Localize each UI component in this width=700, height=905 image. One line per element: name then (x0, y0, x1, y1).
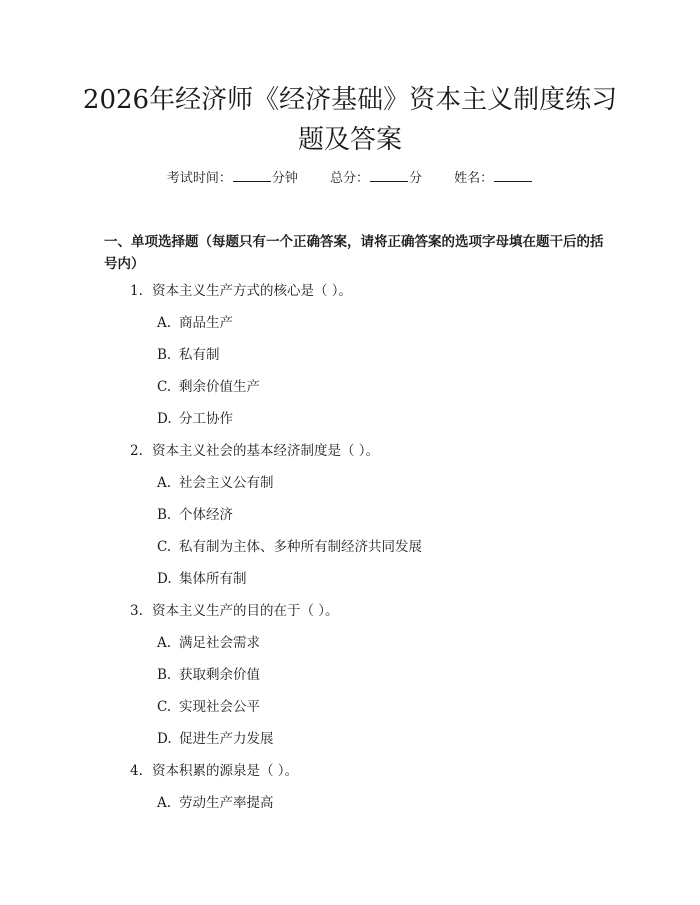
question-stem: 资本主义社会的基本经济制度是（ ）。 (152, 443, 380, 459)
question-2-option-a[interactable] (130, 473, 590, 505)
exam-time-unit: 分钟 (271, 171, 298, 186)
option-letter: A. (157, 315, 172, 331)
option-text: 社会主义公有制 (179, 475, 274, 491)
option-text: 剩余价值生产 (179, 379, 260, 395)
question-1-option-c[interactable] (130, 377, 590, 409)
option-letter: A. (157, 635, 172, 651)
question-2-option-c[interactable] (130, 537, 590, 569)
option-text: 促进生产力发展 (179, 731, 274, 747)
question-stem: 资本主义生产的目的在于（ ）。 (152, 603, 339, 619)
option-letter: D. (157, 411, 172, 427)
page-title: 2026年经济师《经济基础》资本主义制度练习题及答案 (82, 85, 618, 155)
option-text: 私有制为主体、多种所有制经济共同发展 (179, 539, 422, 555)
option-letter: A. (157, 795, 172, 811)
option-text: 劳动生产率提高 (179, 795, 274, 811)
section-heading: 一、单项选择题（每题只有一个正确答案，请将正确答案的选项字母填在题干后的括号内） (104, 234, 604, 272)
question-number: 3. (130, 603, 143, 619)
total-score-label: 总分： (329, 171, 369, 186)
question-number: 2. (130, 443, 143, 459)
option-letter: C. (157, 539, 172, 555)
name-label: 姓名： (454, 171, 494, 186)
question-3-option-c[interactable] (130, 697, 590, 729)
total-score-field (330, 168, 422, 189)
question-1-option-a[interactable] (130, 313, 590, 345)
question-4-option-a[interactable] (130, 793, 590, 825)
question-3 (130, 601, 590, 633)
option-letter: B. (157, 347, 172, 363)
question-1 (130, 281, 590, 313)
option-text: 满足社会需求 (179, 635, 260, 651)
question-number: 4. (130, 763, 143, 779)
question-3-option-d[interactable] (130, 729, 590, 761)
option-letter: D. (157, 731, 172, 747)
exam-time-field (167, 168, 298, 189)
name-blank[interactable] (494, 168, 532, 182)
question-2 (130, 441, 590, 473)
question-number: 1. (130, 283, 143, 299)
option-text: 实现社会公平 (179, 699, 260, 715)
option-text: 获取剩余价值 (179, 667, 260, 683)
total-score-blank[interactable] (370, 168, 408, 182)
exam-time-label: 考试时间： (166, 171, 232, 186)
option-letter: B. (157, 507, 172, 523)
question-list (130, 281, 590, 825)
total-score-unit: 分 (409, 171, 423, 186)
question-1-option-b[interactable] (130, 345, 590, 377)
option-letter: A. (157, 475, 172, 491)
question-stem: 资本积累的源泉是（ ）。 (152, 763, 299, 779)
exam-time-blank[interactable] (233, 168, 271, 182)
exam-info-line (0, 168, 700, 189)
question-3-option-b[interactable] (130, 665, 590, 697)
question-stem: 资本主义生产方式的核心是（ ）。 (152, 283, 353, 299)
option-text: 分工协作 (179, 411, 233, 427)
option-text: 个体经济 (179, 507, 233, 523)
option-text: 私有制 (179, 347, 220, 363)
question-1-option-d[interactable] (130, 409, 590, 441)
option-text: 集体所有制 (179, 571, 247, 587)
question-2-option-d[interactable] (130, 569, 590, 601)
question-3-option-a[interactable] (130, 633, 590, 665)
option-letter: B. (157, 667, 172, 683)
option-text: 商品生产 (179, 315, 233, 331)
question-4 (130, 761, 590, 793)
question-2-option-b[interactable] (130, 505, 590, 537)
name-field (454, 168, 533, 189)
option-letter: D. (157, 571, 172, 587)
option-letter: C. (157, 699, 172, 715)
option-letter: C. (157, 379, 172, 395)
